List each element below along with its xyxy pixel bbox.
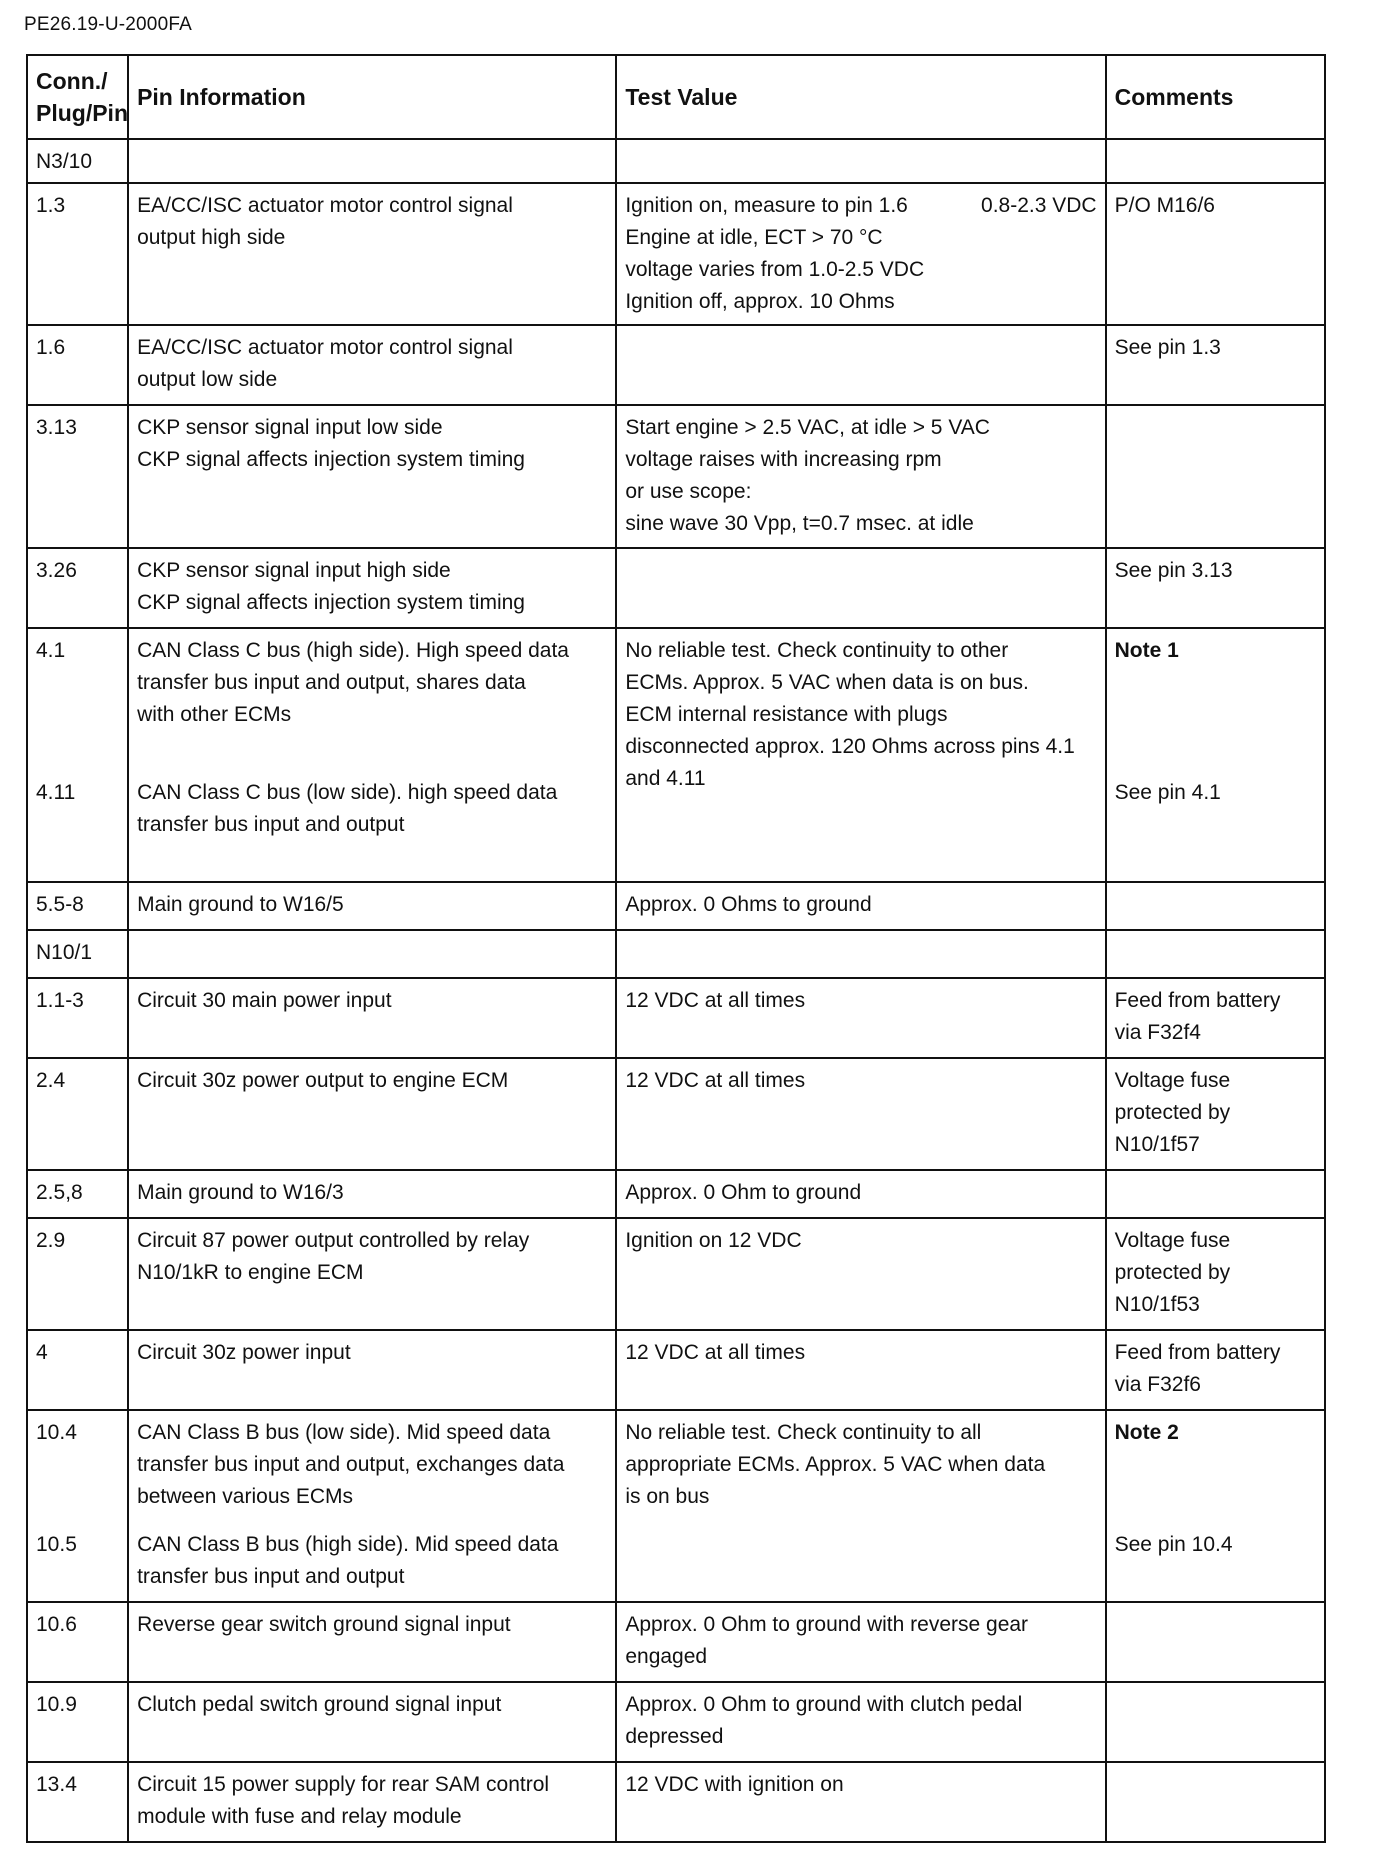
cell-info — [128, 628, 616, 882]
info-text: Circuit 30z power output to engine ECM — [137, 1069, 509, 1092]
pin-label: 1.1-3 — [36, 989, 84, 1012]
info-text: CKP sensor signal input high side CKP signal affects injection system timing — [137, 559, 525, 614]
table-row — [27, 1330, 1325, 1410]
cell-test — [616, 1170, 1105, 1218]
cell-comments — [1106, 325, 1325, 405]
header-comments — [1106, 55, 1325, 139]
cell-info — [128, 978, 616, 1058]
cell-test — [616, 405, 1105, 548]
cell-pin — [27, 1410, 128, 1602]
cell-comments — [1106, 1410, 1325, 1602]
table-row — [27, 1762, 1325, 1842]
test-text: No reliable test. Check continuity to all appropriate ECMs. Approx. 5 VAC when data is on bus — [625, 1421, 1046, 1508]
table-row — [27, 978, 1325, 1058]
info-text: Circuit 30z power input — [137, 1341, 351, 1364]
comment-text: See pin 3.13 — [1114, 559, 1233, 582]
info-text: Clutch pedal switch ground signal input — [137, 1693, 502, 1716]
table-row — [27, 628, 1325, 882]
pin-test-table — [26, 54, 1326, 1843]
cell-comments — [1106, 628, 1325, 882]
document-code: PE26.19-U-2000FA — [24, 14, 192, 35]
cell-pin — [27, 405, 128, 548]
cell-info — [128, 1762, 616, 1842]
comment-text: Feed from battery via F32f4 — [1114, 989, 1281, 1044]
table-row — [27, 930, 1325, 978]
pin-label: 13.4 — [36, 1773, 77, 1796]
note-label: Note 2 — [1114, 1421, 1179, 1444]
header-comments-label: Comments — [1114, 84, 1234, 110]
comment-text: See pin 1.3 — [1114, 336, 1221, 359]
note-label: Note 1 — [1114, 639, 1179, 662]
info-text: EA/CC/ISC actuator motor control signal output high side — [137, 194, 513, 249]
test-condition: Ignition on, measure to pin 1.6 — [625, 194, 908, 217]
header-pin-label: Conn./ Plug/Pin — [36, 68, 128, 126]
cell-info — [128, 930, 616, 978]
cell-pin — [27, 930, 128, 978]
cell-test — [616, 1058, 1105, 1170]
cell-pin — [27, 882, 128, 930]
cell-info — [128, 1602, 616, 1682]
table-row — [27, 325, 1325, 405]
cell-test — [616, 183, 1105, 325]
test-text: Approx. 0 Ohms to ground — [625, 893, 872, 916]
cell-pin — [27, 978, 128, 1058]
cell-comments — [1106, 978, 1325, 1058]
cell-comments — [1106, 1170, 1325, 1218]
test-text: 12 VDC at all times — [625, 1341, 806, 1364]
table-row — [27, 1410, 1325, 1602]
table-header-row — [27, 55, 1325, 139]
cell-comments — [1106, 183, 1325, 325]
cell-info — [128, 1410, 616, 1602]
cell-comments — [1106, 139, 1325, 183]
header-test-value — [616, 55, 1105, 139]
cell-comments — [1106, 1602, 1325, 1682]
test-text: Start engine > 2.5 VAC, at idle > 5 VAC voltage raises with increasing rpm or use scope: sine wave 30 Vpp, t=0.7 msec. at idle — [625, 416, 990, 535]
info-text: CKP sensor signal input low side CKP signal affects injection system timing — [137, 416, 525, 471]
cell-comments — [1106, 1058, 1325, 1170]
test-text: Approx. 0 Ohm to ground — [625, 1181, 862, 1204]
cell-test — [616, 139, 1105, 183]
pin-label: 4.1 — [36, 639, 66, 662]
info-text: Circuit 87 power output controlled by relay N10/1kR to engine ECM — [137, 1229, 530, 1284]
sub-pin-label: 10.5 — [36, 1533, 77, 1556]
cell-pin — [27, 325, 128, 405]
test-range: 0.8-2.3 VDC — [981, 194, 1097, 217]
test-text: Approx. 0 Ohm to ground with reverse gear engaged — [625, 1613, 1029, 1668]
cell-info — [128, 548, 616, 628]
pin-label: 2.4 — [36, 1069, 66, 1092]
pin-label: 2.9 — [36, 1229, 66, 1252]
cell-info — [128, 1058, 616, 1170]
cell-test — [616, 978, 1105, 1058]
info-text: EA/CC/ISC actuator motor control signal output low side — [137, 336, 513, 391]
cell-test — [616, 548, 1105, 628]
cell-info — [128, 1170, 616, 1218]
pin-label: 1.3 — [36, 194, 66, 217]
sub-comment-text: See pin 10.4 — [1114, 1533, 1233, 1556]
cell-test — [616, 1682, 1105, 1762]
cell-test — [616, 1218, 1105, 1330]
pin-label: 4 — [36, 1341, 48, 1364]
cell-pin — [27, 548, 128, 628]
info-text: Circuit 15 power supply for rear SAM control module with fuse and relay module — [137, 1773, 550, 1828]
comment-text: P/O M16/6 — [1114, 194, 1215, 217]
cell-test — [616, 1762, 1105, 1842]
pin-label: N3/10 — [36, 150, 93, 173]
cell-pin — [27, 1218, 128, 1330]
sub-info-text: CAN Class B bus (high side). Mid speed data transfer bus input and output — [137, 1533, 559, 1588]
cell-pin — [27, 183, 128, 325]
cell-pin — [27, 628, 128, 882]
info-text: Circuit 30 main power input — [137, 989, 392, 1012]
header-info-label: Pin Information — [137, 84, 306, 110]
info-text: CAN Class C bus (high side). High speed data transfer bus input and output, shares data with other ECMs — [137, 639, 569, 726]
comment-text: Voltage fuse protected by N10/1f57 — [1114, 1069, 1231, 1156]
table-row — [27, 183, 1325, 325]
cell-comments — [1106, 405, 1325, 548]
cell-pin — [27, 139, 128, 183]
cell-comments — [1106, 1762, 1325, 1842]
test-text: 12 VDC with ignition on — [625, 1773, 844, 1796]
cell-info — [128, 139, 616, 183]
sub-info-text: CAN Class C bus (low side). high speed data transfer bus input and output — [137, 781, 558, 836]
sub-pin-label: 4.11 — [36, 781, 76, 804]
cell-info — [128, 1682, 616, 1762]
table-row — [27, 1602, 1325, 1682]
info-text: Reverse gear switch ground signal input — [137, 1613, 511, 1636]
cell-test — [616, 1410, 1105, 1602]
header-pin-information — [128, 55, 616, 139]
cell-pin — [27, 1170, 128, 1218]
cell-test — [616, 882, 1105, 930]
test-text: 12 VDC at all times — [625, 989, 806, 1012]
cell-comments — [1106, 1682, 1325, 1762]
cell-pin — [27, 1682, 128, 1762]
header-pin — [27, 55, 128, 139]
cell-info — [128, 325, 616, 405]
cell-pin — [27, 1058, 128, 1170]
cell-pin — [27, 1330, 128, 1410]
cell-info — [128, 405, 616, 548]
table-row — [27, 548, 1325, 628]
pin-label: 2.5,8 — [36, 1181, 83, 1204]
info-text: Main ground to W16/5 — [137, 893, 344, 916]
table-row — [27, 139, 1325, 183]
test-text: Engine at idle, ECT > 70 °C voltage varies from 1.0-2.5 VDC Ignition off, approx. 10 Ohms — [625, 226, 925, 313]
table-row — [27, 405, 1325, 548]
table-row — [27, 1218, 1325, 1330]
cell-info — [128, 882, 616, 930]
cell-pin — [27, 1762, 128, 1842]
pin-label: 10.6 — [36, 1613, 77, 1636]
cell-test — [616, 930, 1105, 978]
cell-info — [128, 183, 616, 325]
cell-comments — [1106, 882, 1325, 930]
cell-info — [128, 1218, 616, 1330]
cell-test — [616, 1330, 1105, 1410]
test-text: 12 VDC at all times — [625, 1069, 806, 1092]
header-test-label: Test Value — [625, 84, 738, 110]
cell-comments — [1106, 930, 1325, 978]
cell-test — [616, 628, 1105, 882]
pin-label: 5.5-8 — [36, 893, 84, 916]
cell-comments — [1106, 548, 1325, 628]
pin-label: 3.13 — [36, 416, 77, 439]
table-row — [27, 1682, 1325, 1762]
test-text: No reliable test. Check continuity to other ECMs. Approx. 5 VAC when data is on bus. ECM internal resistance with plugs disconnected approx. 120 Ohms across pins 4.1 and 4.11 — [625, 639, 1075, 790]
pin-label: 10.9 — [36, 1693, 77, 1716]
test-first-line — [625, 190, 1096, 222]
info-text: Main ground to W16/3 — [137, 1181, 344, 1204]
comment-text: Feed from battery via F32f6 — [1114, 1341, 1281, 1396]
test-text: Ignition on 12 VDC — [625, 1229, 802, 1252]
info-text: CAN Class B bus (low side). Mid speed data transfer bus input and output, exchanges data between various ECMs — [137, 1421, 565, 1508]
cell-info — [128, 1330, 616, 1410]
comment-text: Voltage fuse protected by N10/1f53 — [1114, 1229, 1231, 1316]
table-row — [27, 1058, 1325, 1170]
cell-test — [616, 325, 1105, 405]
table-row — [27, 1170, 1325, 1218]
sub-comment-text: See pin 4.1 — [1114, 781, 1221, 804]
pin-label: 1.6 — [36, 336, 66, 359]
cell-comments — [1106, 1218, 1325, 1330]
cell-pin — [27, 1602, 128, 1682]
table-row — [27, 882, 1325, 930]
test-text: Approx. 0 Ohm to ground with clutch pedal depressed — [625, 1693, 1023, 1748]
pin-label: 3.26 — [36, 559, 77, 582]
pin-label: 10.4 — [36, 1421, 77, 1444]
cell-comments — [1106, 1330, 1325, 1410]
cell-test — [616, 1602, 1105, 1682]
pin-label: N10/1 — [36, 941, 93, 964]
